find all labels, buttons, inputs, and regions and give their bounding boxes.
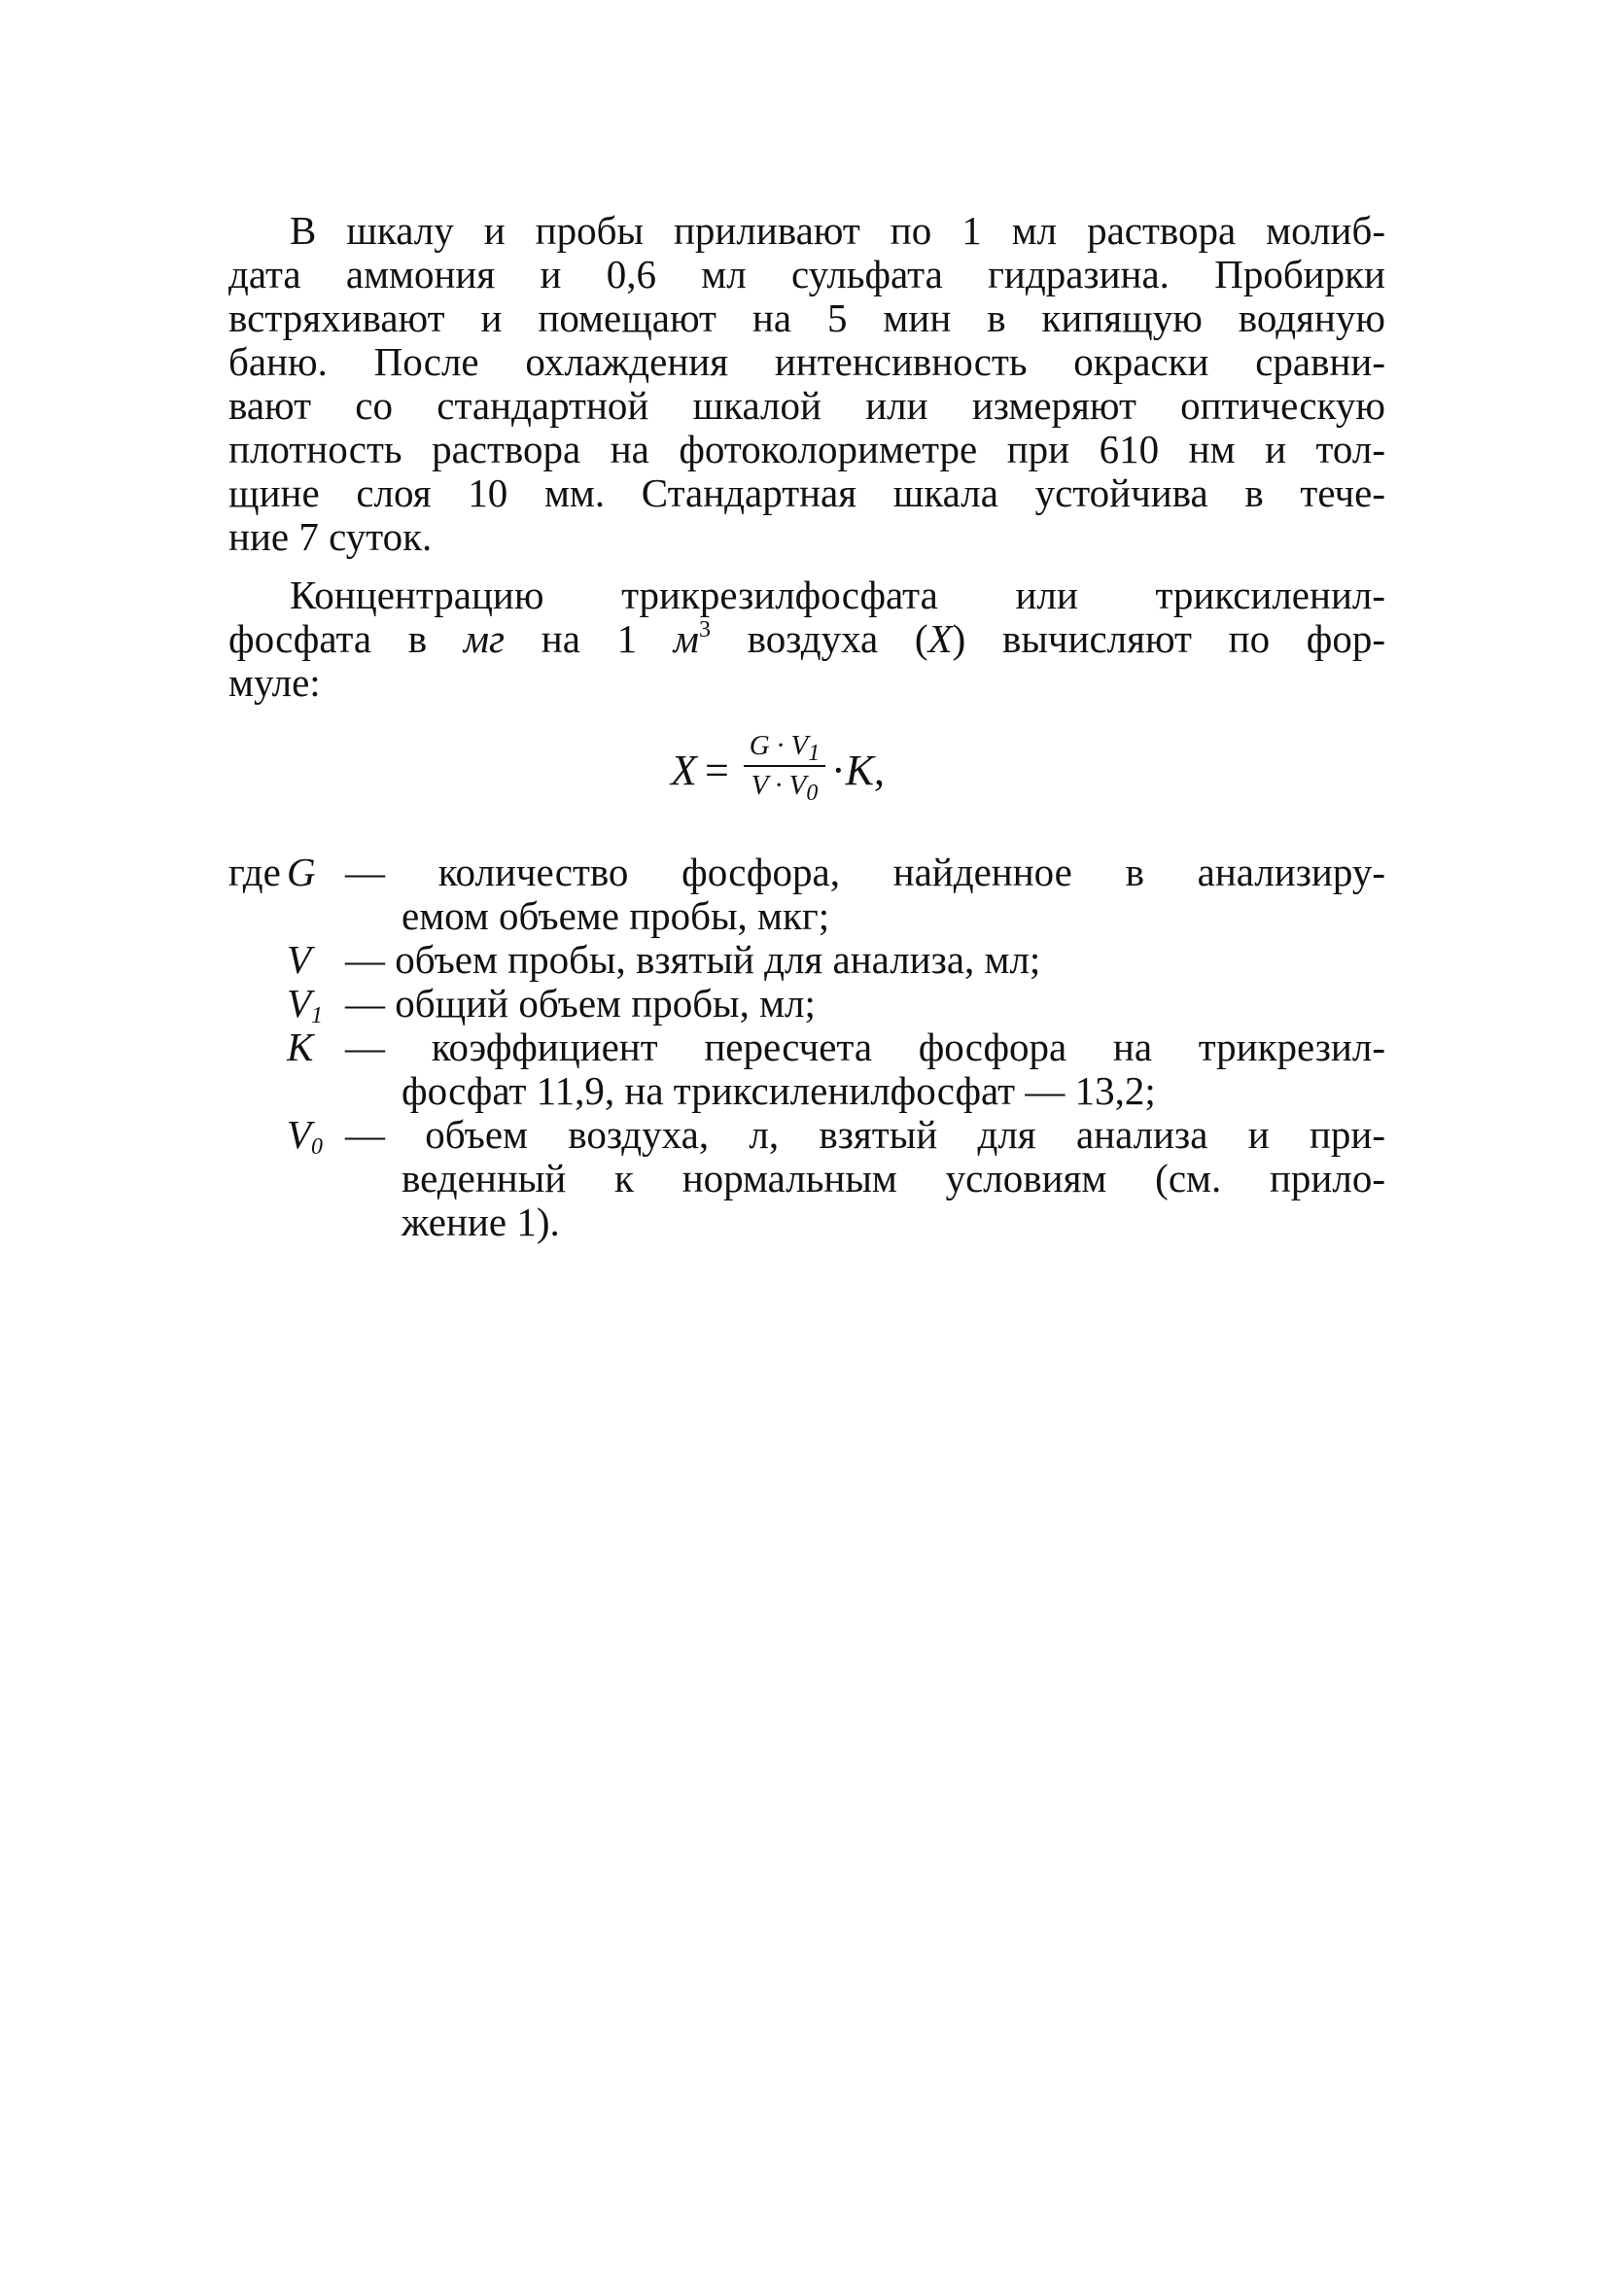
- formula-rhs: [831, 748, 885, 792]
- where-label: где: [228, 850, 281, 894]
- definition-item: [228, 982, 1385, 1026]
- definition-text: [345, 1113, 1385, 1244]
- definition-text: [345, 982, 1385, 1026]
- text-line: [228, 617, 1385, 661]
- subscript: 0: [806, 781, 819, 806]
- text-line: В шкалу и пробы приливают по 1 мл раствора молиб-: [290, 208, 1385, 253]
- text-block: [228, 209, 1385, 1244]
- formula-times: ·: [831, 747, 846, 794]
- variable-text: X: [927, 616, 953, 661]
- definition-symbol: [287, 851, 345, 894]
- definition-text: [345, 851, 1385, 938]
- definition-symbol: [287, 1026, 345, 1069]
- text-line: емом объеме пробы, мкг;: [402, 893, 830, 938]
- unit-text: мг: [463, 616, 506, 661]
- text-line: — объем пробы, взятый для анализа, мл;: [345, 937, 1041, 982]
- numerator-text: G · V: [749, 730, 809, 761]
- text-line: Концентрацию трикрезилфосфата или триксиленил-: [290, 573, 1385, 617]
- text-line: — количество фосфора, найденное в анализиру-: [345, 850, 1385, 894]
- formula-lhs: X: [671, 747, 697, 794]
- symbol-text: V: [287, 981, 312, 1026]
- superscript: 3: [698, 617, 711, 643]
- definition-text: [345, 1026, 1385, 1113]
- text-line: — объем воздуха, л, взятый для анализа и при-: [345, 1112, 1385, 1157]
- text-line: дата аммония и 0,6 мл сульфата гидразина. Пробирки: [228, 252, 1385, 296]
- text-line: вают со стандартной шкалой или измеряют оптическую: [228, 383, 1385, 428]
- formula: [228, 729, 1385, 821]
- text-line: фосфат 11,9, на триксиленилфосфат — 13,2;: [402, 1068, 1156, 1113]
- paragraph-concentration: [228, 574, 1385, 705]
- symbol-text: K: [287, 1025, 314, 1069]
- text-fragment: ) вычисляют по фор-: [952, 616, 1386, 661]
- formula-numerator: [744, 729, 825, 766]
- text-line: муле:: [228, 660, 321, 705]
- text-line: ние 7 суток.: [228, 514, 433, 559]
- definition-item: [228, 851, 1385, 938]
- definition-item: [228, 938, 1385, 982]
- text-line: щине слоя 10 мм. Стандартная шкала устойчива в тече-: [228, 470, 1385, 515]
- formula-equals: =: [705, 747, 729, 794]
- definition-item: [228, 1026, 1385, 1113]
- text-line: жение 1).: [402, 1200, 560, 1244]
- formula-fraction: [744, 729, 825, 806]
- formula-denominator: [744, 769, 825, 806]
- text-line: плотность раствора на фотоколориметре при 610 нм и тол-: [228, 427, 1385, 471]
- text-line: веденный к нормальным условиям (см. прило-: [402, 1156, 1385, 1200]
- subscript: 1: [311, 1003, 324, 1028]
- text-line: — общий объем пробы, мл;: [345, 981, 816, 1026]
- text-line: баню. После охлаждения интенсивность окраски сравни-: [228, 339, 1385, 384]
- text-fragment: воздуха (: [747, 616, 928, 661]
- unit-text: м: [673, 616, 699, 661]
- symbol-text: G: [287, 850, 316, 894]
- text-fragment: на 1: [541, 616, 638, 661]
- subscript: 1: [808, 741, 821, 766]
- definition-symbol: [287, 982, 345, 1026]
- text-fragment: фосфата в: [228, 616, 428, 661]
- denominator-text: V · V: [751, 770, 807, 801]
- symbol-text: V: [287, 1112, 312, 1157]
- paragraph-procedure: [228, 209, 1385, 559]
- definitions-list: [228, 851, 1385, 1244]
- text-line: — коэффициент пересчета фосфора на трикрезил-: [345, 1025, 1385, 1069]
- formula-end: ,: [874, 747, 886, 794]
- definition-symbol: [287, 1112, 345, 1160]
- symbol-text: V: [287, 937, 312, 982]
- text-line: встряхивают и помещают на 5 мин в кипящую водяную: [228, 296, 1385, 340]
- formula-k: K: [845, 747, 875, 794]
- definition-item: [228, 1113, 1385, 1244]
- definition-symbol: [287, 938, 345, 982]
- subscript: 0: [311, 1134, 324, 1160]
- definition-text: [345, 938, 1385, 982]
